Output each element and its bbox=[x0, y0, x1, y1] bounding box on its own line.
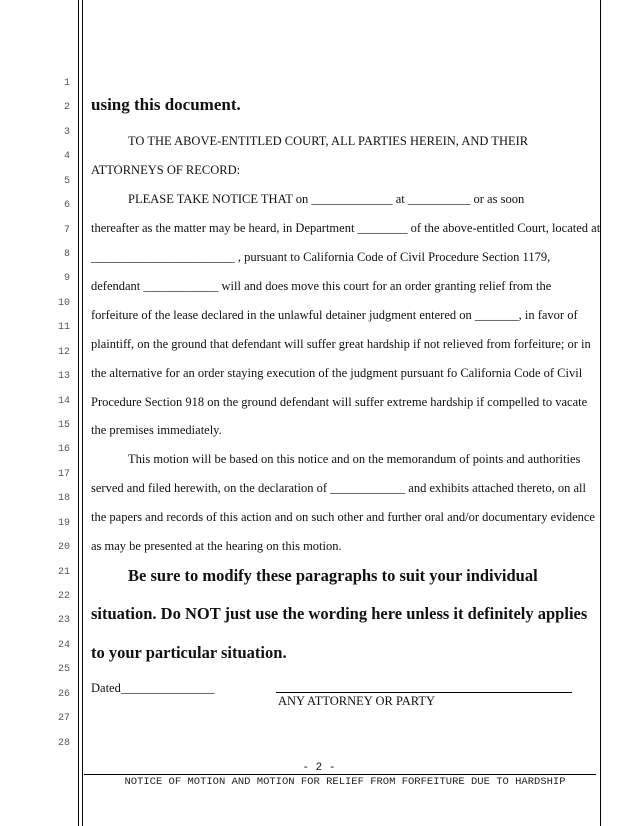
line-number: 23 bbox=[57, 615, 70, 626]
line-number: 27 bbox=[57, 713, 70, 724]
line-number: 18 bbox=[57, 493, 70, 504]
body-line: ATTORNEYS OF RECORD: bbox=[91, 163, 241, 177]
line-number: 9 bbox=[63, 273, 70, 284]
page-number: - 2 - bbox=[302, 762, 336, 774]
line-number: 1 bbox=[63, 78, 70, 89]
instruction-note: situation. Do NOT just use the wording here unless it definitely applies bbox=[91, 604, 588, 623]
line-number: 15 bbox=[57, 420, 70, 431]
body-line: thereafter as the matter may be heard, in Department ________ of the above-entitled Court, located at bbox=[91, 221, 601, 235]
footer-rule bbox=[84, 774, 596, 775]
body-line: plaintiff, on the ground that defendant will suffer great hardship if not relieved from forfeiture; or in bbox=[91, 337, 591, 351]
line-number: 6 bbox=[63, 200, 70, 211]
body-line: the alternative for an order staying execution of the judgment pursuant fo California Code of Civil bbox=[91, 366, 583, 380]
line-number: 7 bbox=[63, 225, 70, 236]
left-margin-rule-outer bbox=[78, 0, 79, 826]
body-line: _______________________ , pursuant to California Code of Civil Procedure Section 1179, bbox=[91, 250, 551, 264]
line-number: 26 bbox=[57, 689, 70, 700]
section-heading: using this document. bbox=[91, 95, 241, 114]
line-number: 20 bbox=[57, 542, 70, 553]
line-number: 14 bbox=[57, 396, 70, 407]
body-line: PLEASE TAKE NOTICE THAT on _____________ at __________ or as soon bbox=[128, 192, 525, 206]
line-number: 24 bbox=[57, 640, 70, 651]
line-number: 25 bbox=[57, 664, 70, 675]
body-line: the premises immediately. bbox=[91, 423, 222, 437]
line-number: 22 bbox=[57, 591, 70, 602]
body-line: the papers and records of this action and on such other and further oral and/or documentary evidence bbox=[91, 510, 595, 524]
instruction-note: to your particular situation. bbox=[91, 643, 287, 662]
body-line: Procedure Section 918 on the ground defendant will suffer extreme hardship if compelled to vacate bbox=[91, 395, 588, 409]
right-margin-rule bbox=[600, 0, 601, 826]
line-number: 13 bbox=[57, 371, 70, 382]
footer-title: NOTICE OF MOTION AND MOTION FOR RELIEF FROM FORFEITURE DUE TO HARDSHIP bbox=[124, 776, 566, 788]
line-number: 11 bbox=[57, 322, 70, 333]
body-line: as may be presented at the hearing on this motion. bbox=[91, 539, 342, 553]
line-number: 3 bbox=[63, 127, 70, 138]
dated-field: Dated_______________ bbox=[91, 681, 215, 695]
line-number: 4 bbox=[63, 151, 70, 162]
line-number: 2 bbox=[63, 102, 70, 113]
body-line: This motion will be based on this notice and on the memorandum of points and authorities bbox=[128, 452, 581, 466]
signature-line bbox=[276, 692, 572, 693]
line-number: 21 bbox=[57, 567, 70, 578]
body-line: TO THE ABOVE-ENTITLED COURT, ALL PARTIES HEREIN, AND THEIR bbox=[128, 134, 529, 148]
line-number: 5 bbox=[63, 176, 70, 187]
instruction-note: Be sure to modify these paragraphs to suit your individual bbox=[128, 566, 538, 585]
line-number: 19 bbox=[57, 518, 70, 529]
line-number: 8 bbox=[63, 249, 70, 260]
body-line: forfeiture of the lease declared in the unlawful detainer judgment entered on _______, in favor of bbox=[91, 308, 578, 322]
body-line: defendant ____________ will and does move this court for an order granting relief from the bbox=[91, 279, 552, 293]
left-margin-rule-inner bbox=[82, 0, 83, 826]
line-number: 12 bbox=[57, 347, 70, 358]
body-line: served and filed herewith, on the declaration of ____________ and exhibits attached thereto, on all bbox=[91, 481, 586, 495]
line-number: 16 bbox=[57, 444, 70, 455]
line-number: 17 bbox=[57, 469, 70, 480]
signature-caption: ANY ATTORNEY OR PARTY bbox=[278, 694, 436, 708]
line-number: 28 bbox=[57, 738, 70, 749]
line-number: 10 bbox=[57, 298, 70, 309]
